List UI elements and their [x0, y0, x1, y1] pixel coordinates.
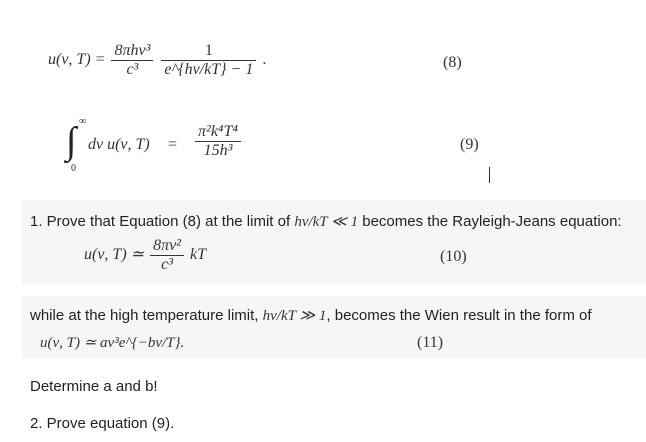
eq8-num1: 8πhν³	[114, 42, 151, 59]
eq10-den: c³	[150, 255, 184, 274]
wien-text	[30, 306, 592, 325]
eq9-lower-limit: 0	[71, 163, 76, 174]
eq8-tail: .	[262, 51, 267, 69]
eq8-num2: 1	[204, 42, 213, 59]
q1-math: hν/kT ≪ 1	[294, 214, 359, 230]
text-cursor	[489, 167, 490, 183]
q1-suffix: becomes the Rayleigh-Jeans equation:	[358, 213, 622, 230]
eq11-number: (11)	[417, 334, 444, 351]
determine-text: Determine a and b!	[30, 378, 158, 395]
eq9-fraction	[193, 123, 243, 160]
eq8-fraction-1	[111, 42, 153, 79]
eq8-den1: c³	[111, 60, 153, 79]
q1b-math: hν/kT ≫ 1	[262, 308, 327, 324]
eq9-den: 15h³	[195, 141, 241, 160]
equation-8	[48, 42, 266, 79]
eq9-integrand: dν u(ν, T)	[88, 136, 150, 153]
q1b-suffix: , becomes the Wien result in the form of	[326, 307, 592, 324]
eq9-equals: =	[168, 136, 178, 153]
integral-sign: ∫	[66, 120, 77, 162]
eq10-lhs: u(ν, T) ≃	[84, 246, 145, 264]
eq10-tail: kT	[189, 246, 206, 264]
eq10-num: 8πν²	[153, 237, 181, 254]
eq8-lhs: u(ν, T) =	[48, 51, 106, 69]
eq8-den2: e^{hν/kT} − 1	[161, 60, 256, 79]
equation-10	[84, 237, 206, 274]
eq11-expression: u(ν, T) ≃ aν³e^{−bν/T}.	[40, 335, 185, 351]
eq9-upper-limit: ∞	[79, 116, 87, 127]
eq8-fraction-2	[161, 42, 256, 79]
eq9-num: π²k⁴T⁴	[198, 123, 238, 140]
q1b-prefix: while at the high temperature limit,	[30, 307, 263, 324]
eq8-number: (8)	[443, 54, 462, 71]
eq9-number: (9)	[460, 136, 479, 153]
question-2-text: 2. Prove equation (9).	[30, 415, 175, 432]
eq10-number: (10)	[440, 248, 467, 265]
question-1-text	[30, 212, 622, 231]
q1-prefix: 1. Prove that Equation (8) at the limit of	[30, 213, 295, 230]
